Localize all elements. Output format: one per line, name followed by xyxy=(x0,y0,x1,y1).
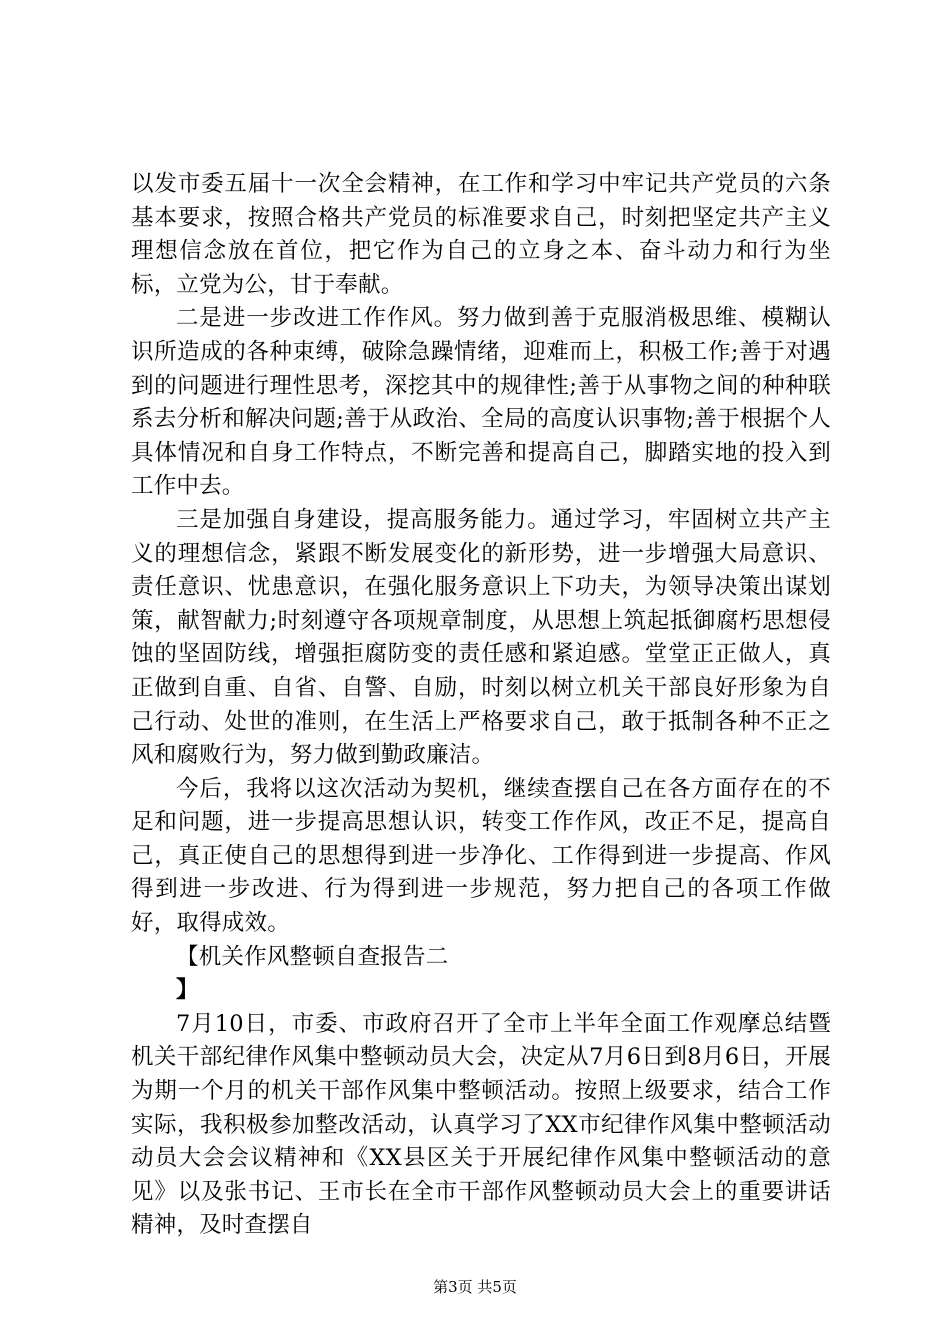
paragraph-continuation: 以发市委五届十一次全会精神，在工作和学习中牢记共产党员的六条基本要求，按照合格共产党员的标准要求自己，时刻把坚定共产主义理想信念放在首位，把它作为自己的立身之本、奋斗动力和行为坐标，立党为公，甘于奉献。 xyxy=(131,171,831,298)
document-body xyxy=(131,168,831,1243)
page-footer: 第3页 共5页 xyxy=(433,1278,517,1296)
paragraph-work-style: 二是进一步改进工作作风。努力做到善于克服消极思维、模糊认识所造成的各种束缚，破除急躁情绪，迎难而上，积极工作;善于对遇到的问题进行理性思考，深挖其中的规律性;善于从事物之间的种种联系去分析和解决问题;善于从政治、全局的高度认识事物;善于根据个人具体情况和自身工作特点，不断完善和提高自己，脚踏实地的投入到工作中去。 xyxy=(131,305,831,500)
paragraph-report-two-intro: 7月10日，市委、市政府召开了全市上半年全面工作观摩总结暨机关干部纪律作风集中整顿动员大会，决定从7月6日到8月6日，开展为期一个月的机关干部作风集中整顿活动。按照上级要求，结合工作实际，我积极参加整改活动，认真学习了XX市纪律作风集中整顿活动动员大会会议精神和《XX县区关于开展纪律作风集中整顿活动的意见》以及张书记、王市长在全市干部作风整顿动员大会上的重要讲话精神，及时查摆自 xyxy=(131,1010,831,1239)
paragraph-conclusion: 今后，我将以这次活动为契机，继续查摆自己在各方面存在的不足和问题，进一步提高思想认识，转变工作作风，改正不足，提高自己，真正使自己的思想得到进一步净化、工作得到进一步提高、作风得到进一步改进、行为得到进一步规范，努力把自己的各项工作做好，取得成效。 xyxy=(131,775,831,937)
paragraph-self-building: 三是加强自身建设，提高服务能力。通过学习，牢固树立共产主义的理想信念，紧跟不断发展变化的新形势，进一步增强大局意识、责任意识、忧患意识，在强化服务意识上下功夫，为领导决策出谋划策，献智献力;时刻遵守各项规章制度，从思想上筑起抵御腐朽思想侵蚀的坚固防线，增强拒腐防变的责任感和紧迫感。堂堂正正做人，真正做到自重、自省、自警、自励，时刻以树立机关干部良好形象为自己行动、处世的准则，在生活上严格要求自己，敢于抵制各种不正之风和腐败行为，努力做到勤政廉洁。 xyxy=(131,506,831,769)
section-heading: 【机关作风整顿自查报告二 xyxy=(176,943,449,970)
section-heading-close: 】 xyxy=(176,977,199,1004)
